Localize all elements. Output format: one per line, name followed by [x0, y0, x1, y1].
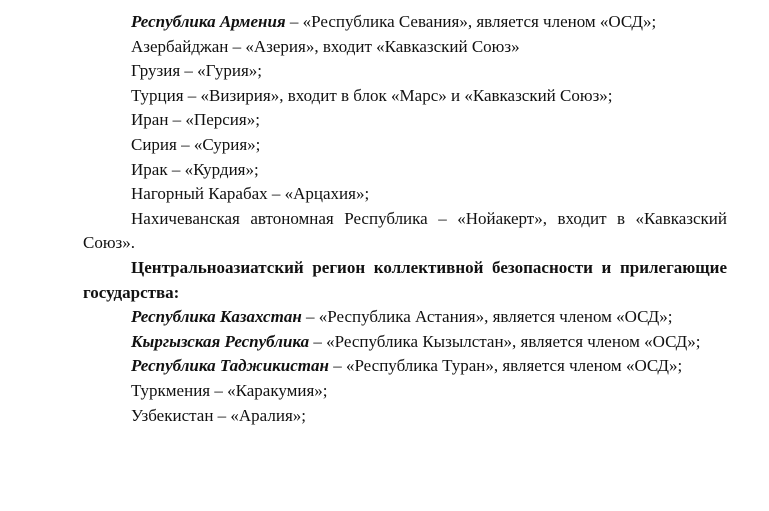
paragraph-iran [83, 108, 727, 133]
paragraph-text: – «Республика Севания», является членом «ОСД»; [285, 12, 657, 31]
paragraph-armenia [83, 10, 727, 35]
paragraph-text: – «Республика Астания», является членом «ОСД»; [301, 307, 673, 327]
paragraph-text: Иран – «Персия»; [131, 110, 260, 130]
paragraph-turkmenistan [83, 379, 727, 404]
paragraph-text: Нагорный Карабах – «Арцахия»; [131, 184, 370, 204]
paragraph-text: – «Республика Туран», является членом «ОСД»; [328, 356, 683, 376]
section-heading: Центральноазиатский регион коллективной безопасности и прилегающие государства: [83, 257, 727, 302]
paragraph-text: Азербайджан – «Азерия», входит «Кавказский Союз» [131, 36, 520, 56]
country-name: Республика Армения [131, 12, 286, 31]
paragraph-text: Ирак – «Курдия»; [131, 159, 259, 179]
paragraph-text: Сирия – «Сурия»; [131, 134, 261, 154]
paragraph-text: – «Республика Кызылстан», является членом «ОСД»; [309, 331, 701, 351]
paragraph-kazakhstan [83, 305, 727, 330]
paragraph-tajikistan [83, 354, 727, 379]
paragraph-karabakh [83, 182, 727, 207]
paragraph-kyrgyzstan [83, 330, 727, 355]
paragraph-turkey [83, 84, 727, 109]
paragraph-text: Нахичеванская автономная Республика – «Нойакерт», входит в «Кавказский Союз». [83, 208, 727, 253]
paragraph-iraq [83, 158, 727, 183]
paragraph-text: Турция – «Визирия», входит в блок «Марс» и «Кавказский Союз»; [131, 85, 613, 105]
paragraph-syria [83, 133, 727, 158]
country-name: Кыргызская Республика [131, 331, 310, 351]
country-name: Республика Таджикистан [131, 356, 329, 376]
paragraph-text: Грузия – «Гурия»; [131, 61, 262, 81]
paragraph-azerbaijan [83, 35, 727, 60]
paragraph-georgia [83, 59, 727, 84]
paragraph-nakhchivan [83, 207, 727, 256]
paragraph-text: Узбекистан – «Аралия»; [131, 405, 307, 425]
country-name: Республика Казахстан [131, 307, 302, 327]
paragraph-uzbekistan [83, 404, 727, 429]
document-body [83, 10, 727, 428]
paragraph-text: Туркмения – «Каракумия»; [131, 380, 328, 400]
